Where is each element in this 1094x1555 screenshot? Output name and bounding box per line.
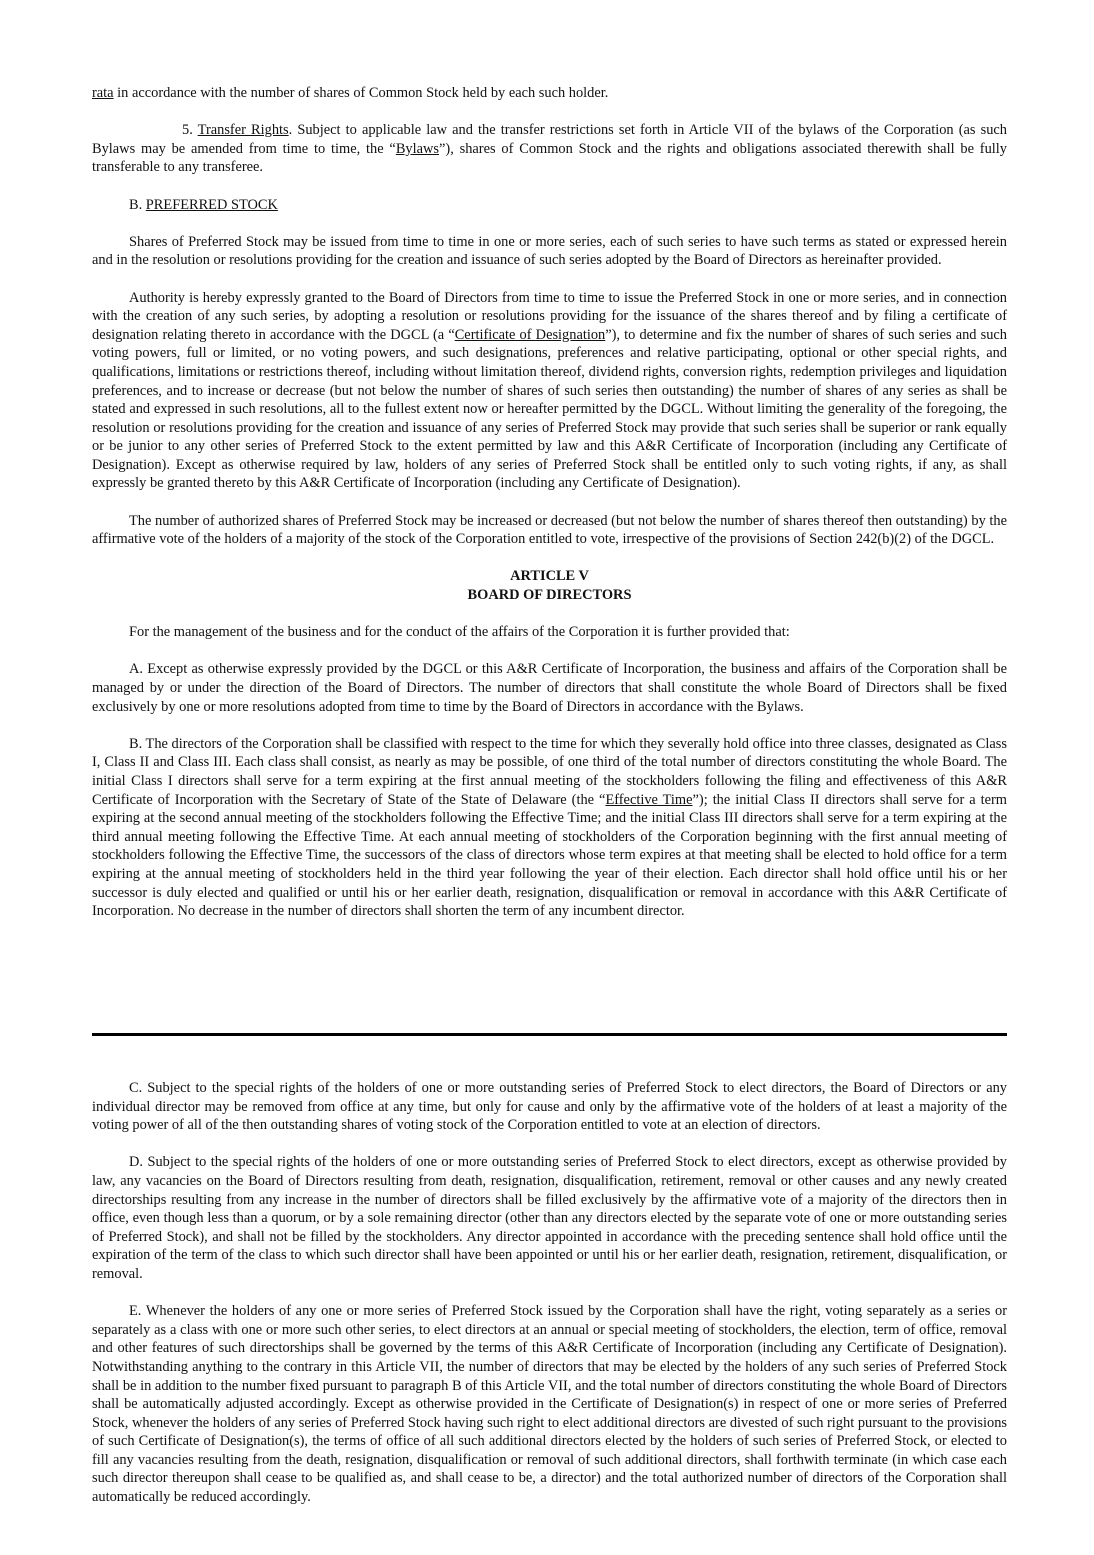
transfer-rights-paragraph [92, 121, 1007, 177]
transfer-rights-title: Transfer Rights [197, 122, 289, 139]
transfer-rights-text-1: . Subject to applicable law and the transfer restrictions set forth in Article VII of the bylaws of the Corporation (as such Bylaws may be amended from time to time, the “ [92, 122, 1008, 157]
board-intro-paragraph: For the management of the business and for the conduct of the affairs of the Corporation it is further provided that: [129, 624, 790, 641]
document-page-top [92, 84, 1007, 939]
section-b-heading [129, 196, 1007, 215]
board-paragraph-d: D. Subject to the special rights of the holders of one or more outstanding series of Preferred Stock to elect directors, except as otherwise provided by law, any vacancies on the Board of Directors resulting from death, resignation, disqualification, retirement, removal or other causes and any newly created directorships resulting from any increase in the number of directors shall be filled exclusively by the affirmative vote of a majority of the directors then in office, even though less than a quorum, or by a sole remaining director (other than any directors elected by the separate vote of one or more outstanding series of Preferred Stock), and shall not be filled by the stockholders. Any director appointed in accordance with the preceding sentence shall hold office until the expiration of the term of the class to which such director shall have been appointed or until his or her earlier death, resignation, retirement, disqualification, or removal. [92, 1154, 1007, 1282]
section-a-tail-text: in accordance with the number of shares of Common Stock held by each such holder. [113, 85, 609, 101]
article-heading [92, 567, 1007, 604]
transfer-rights-number: 5. [182, 122, 198, 139]
board-paragraph-c: C. Subject to the special rights of the holders of one or more outstanding series of Preferred Stock to elect directors, the Board of Directors or any individual director may be removed from office at any time, but only for cause and only by the affirmative vote of the holders of at least a majority of the voting power of all of the then outstanding shares of voting stock of the Corporation entitled to vote at an election of directors. [92, 1080, 1007, 1134]
section-b-label: B. [129, 196, 146, 213]
preferred-stock-p2-text-1: Authority is hereby expressly granted to the Board of Directors from time to time to issue the Preferred Stock in one or more series, and in connection with the creation of any such series, by adopting a resolution or resolutions providing for the issuance of the shares thereof and by filing a certificate of designation relating thereto in accordance with the DGCL (a “ [92, 289, 1007, 343]
effective-time-term: Effective Time [605, 791, 693, 808]
bylaws-defined-term: Bylaws [395, 140, 440, 157]
section-b-title: PREFERRED STOCK [145, 196, 278, 213]
section-a-tail-paragraph [92, 84, 1007, 103]
transfer-rights-text-2: ”), shares of Common Stock and the rights and obligations associated therewith shall be fully transferable to any transferee. [92, 140, 1007, 176]
board-paragraph-e: E. Whenever the holders of any one or more series of Preferred Stock issued by the Corporation shall have the right, voting separately as a series or separately as a class with one or more such other series, to elect directors at an annual or special meeting of stockholders, the election, term of office, removal and other features of such directorships shall be governed by the terms of this A&R Certificate of Incorporation (including any Certificate of Designation). Notwithstanding anything to the contrary in this Article VII, the number of directors that may be elected by the holders of any such series of Preferred Stock shall be in addition to the number fixed pursuant to paragraph B of this Article VII, and the total number of directors constituting the whole Board of Directors shall be automatically adjusted accordingly. Except as otherwise provided in the Certificate of Designation(s) in respect of one or more series of Preferred Stock, whenever the holders of any series of Preferred Stock having such right to elect additional directors are divested of such right pursuant to the provisions of such Certificate of Designation(s), the terms of office of all such additional directors elected by the holders of such series of Preferred Stock, or elected to fill any vacancies resulting from the death, resignation, disqualification or removal of such additional directors, shall forthwith terminate (in which case each such director thereupon shall cease to be qualified as, and shall cease to be, a director) and the total authorized number of directors of the Corporation shall automatically be reduced accordingly. [92, 1303, 1007, 1506]
rata-term: rata [92, 85, 114, 101]
preferred-stock-paragraph-2 [92, 289, 1007, 494]
article-number: ARTICLE V [510, 568, 589, 585]
board-paragraph-b [92, 735, 1007, 921]
article-title: BOARD OF DIRECTORS [467, 587, 632, 604]
board-paragraph-a: A. Except as otherwise expressly provided by the DGCL or this A&R Certificate of Incorporation, the business and affairs of the Corporation shall be managed by or under the direction of the Board of Directors. The number of directors that shall constitute the whole Board of Directors shall be fixed exclusively by one or more resolutions adopted from time to time by the Board of Directors in accordance with the Bylaws. [92, 661, 1007, 715]
preferred-stock-paragraph-1: Shares of Preferred Stock may be issued from time to time in one or more series, each of such series to have such terms as stated or expressed herein and in the resolution or resolutions providing for the creation and issuance of such series adopted by the Board of Directors as hereinafter provided. [92, 233, 1007, 269]
document-page-bottom [92, 1079, 1007, 1525]
board-b-text-1: B. The directors of the Corporation shall be classified with respect to the time for which they severally hold office into three classes, designated as Class I, Class II and Class III. Each class shall consist, as nearly as may be possible, of one third of the total number of directors constituting the whole Board. The initial Class I directors shall serve for a term expiring at the first annual meeting of the stockholders following the filing and effectiveness of this A&R Certificate of Incorporation with the Secretary of State of the State of Delaware (the “ [92, 735, 1007, 808]
certificate-of-designation-term: Certificate of Designation [454, 326, 606, 343]
board-b-text-2: ”); the initial Class II directors shall serve for a term expiring at the second annual meeting of the stockholders following the Effective Time; and the initial Class III directors shall serve for a term expiring at the third annual meeting following the Effective Time. At each annual meeting of stockholders of the Corporation beginning with the first annual meeting of stockholders following the Effective Time, the successors of the class of directors whose term expires at that meeting shall be elected to hold office for a term expiring at the annual meeting of stockholders held in the third year following the year of their election. Each director shall hold office until his or her successor is duly elected and qualified or until his or her earlier death, resignation, disqualification or removal in accordance with this A&R Certificate of Incorporation. No decrease in the number of directors shall shorten the term of any incumbent director. [92, 791, 1007, 920]
page-break-rule [92, 1033, 1007, 1036]
preferred-stock-paragraph-3: The number of authorized shares of Preferred Stock may be increased or decreased (but not below the number of shares thereof then outstanding) by the affirmative vote of the holders of a majority of the stock of the Corporation entitled to vote, irrespective of the provisions of Section 242(b)(2) of the DGCL. [92, 512, 1007, 548]
preferred-stock-p2-text-2: ”), to determine and fix the number of shares of such series and such voting powers, full or limited, or no voting powers, and such designations, preferences and relative participating, optional or other special rights, and qualifications, limitations or restrictions thereof, including without limitation thereof, dividend rights, conversion rights, redemption privileges and liquidation preferences, and to increase or decrease (but not below the number of shares of such series then outstanding) the number of shares of any series as shall be stated and expressed in such resolutions, all to the fullest extent now or hereafter permitted by the DGCL. Without limiting the generality of the foregoing, the resolution or resolutions providing for the creation and issuance of any series of Preferred Stock may provide that such series shall be superior or rank equally or be junior to any other series of Preferred Stock to the extent permitted by law and this A&R Certificate of Incorporation (including any Certificate of Designation). Except as otherwise required by law, holders of any series of Preferred Stock shall be entitled only to such voting rights, if any, as shall expressly be granted thereto by this A&R Certificate of Incorporation (including any Certificate of Designation). [92, 326, 1007, 492]
